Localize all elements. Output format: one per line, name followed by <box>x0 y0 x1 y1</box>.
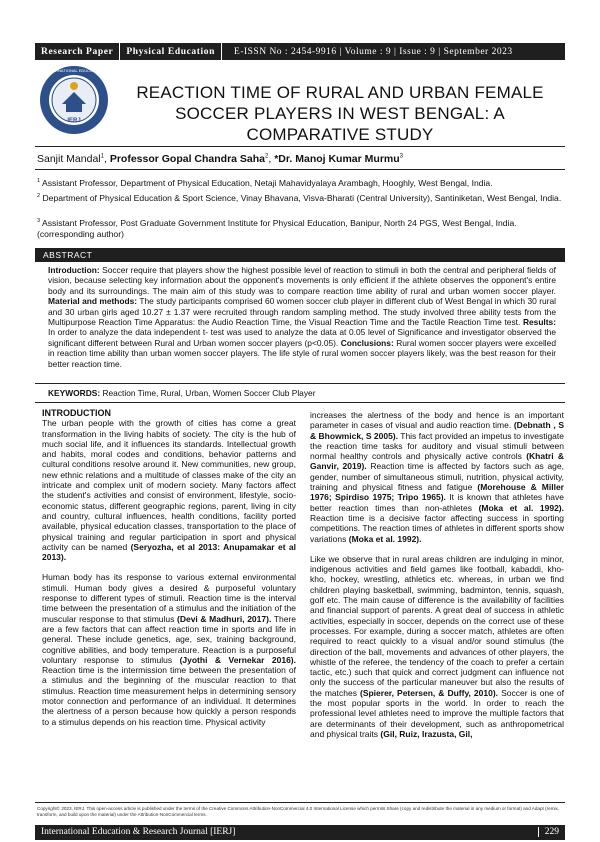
paragraph-text: Reaction time is the intermission time between the presentation of a stimulus and the beginning of the muscular reaction to that stimulus. Reaction time measurement helps in determining sensory motor connection and performance of an individual. It determines the alertness of a person because how quickly a person responds to a stimulus depends on his reaction time. Physical activity <box>42 665 296 727</box>
paragraph-text: Human body has its response to various external environmental stimuli. Human body gives a desired & purposeful voluntary response to different types of stimuli. Reaction time is the interval time between the presentation of a stimulus and the initiation of the muscular response to that stimulus <box>42 572 296 624</box>
paragraph <box>310 554 564 739</box>
author-name: Sanjit Mandal <box>37 153 101 165</box>
affiliation-text: Department of Physical Education & Sport Science, Vinay Bhavana, Visva-Bharati (Central University), Santiniketan, West Bengal, India. <box>42 192 562 203</box>
introduction-heading: INTRODUCTION <box>42 408 111 418</box>
header-divider <box>221 43 222 60</box>
paragraph-text: Reaction time is a decisive factor affecting success in sporting competitions. The reaction times of athletes in different sports show variations <box>310 512 564 544</box>
citation: (Devi & Madhuri, 2017). <box>177 613 272 624</box>
paragraph-text: It is known that athletes have better reaction times than non-athletes <box>310 492 564 513</box>
paragraph-text: increases the alertness of the body and hence is an important parameter in cases of visual and audio reaction time. <box>310 410 564 431</box>
paragraph <box>42 418 296 562</box>
author-sup: 1 <box>100 153 104 160</box>
subject-label: Physical Education <box>126 46 216 57</box>
svg-text:INTERNATIONAL EDUCATION: INTERNATIONAL EDUCATION <box>46 68 102 73</box>
abstract-rule <box>35 383 565 384</box>
journal-type: Research Paper <box>41 46 114 57</box>
paragraph-text: The urban people with the growth of cities has come a great transformation in the living habits of society. The city is the hub of much social life, and it influences its standards. Intellectual growth and habits, moral codes and conditions, behavior patterns and cultural conditions resolve around it. New communities, new group, new ethnic relations and a multitude of classes make of the city an intricate and complex unit of modern society. Many factors affect the student's activities and consist of environment, lifestyle, socio-economic status, different geographic regions, parent, living in city and country, cultural influences, health conditions, facility ported available, physical education classes, transportation to the place of physical training and regular participation in sport and physical activity can be named <box>42 418 296 552</box>
header-divider <box>119 43 120 60</box>
author-name: Professor Gopal Chandra Saha <box>109 153 266 165</box>
keywords <box>48 388 556 398</box>
citation: (Khatri & Ganvir, 2019). <box>310 451 565 472</box>
citation: (Moka et al. 1992). <box>348 533 422 544</box>
affiliation-2 <box>37 191 563 204</box>
citation: (Jyothi & Vernekar 2016). <box>179 654 296 665</box>
page-number: 229 <box>538 827 559 837</box>
abstract-heading: ABSTRACT <box>43 250 93 260</box>
affiliation-1 <box>37 176 563 189</box>
abstract-methods-text: The study participants comprised 60 women soccer club player in different club of West Bengal in which 30 rural and 30 urban girls aged 10.27 ± 1.37 were recruited through random sampling method. The study involved three ability tests from the Multipurpose Reaction Time Apparatus: the Audio Reaction Time, the Visual Reaction Time and the Tactile Reaction Time test. <box>48 296 556 328</box>
keywords-label: KEYWORDS: <box>48 388 101 398</box>
right-column <box>310 410 564 749</box>
author-sup: 3 <box>399 153 403 160</box>
affiliation-3 <box>37 216 563 240</box>
paragraph <box>310 410 564 544</box>
journal-name: International Education & Research Journal [IERJ] <box>41 827 236 837</box>
abstract-intro-text: Soccer require that players show the highest possible level of reaction to stimuli in both the central and peripheral fields of vision, because selecting key information about the opponent's movements is only efficient if the athlete observes the opponent's entire body and its surroundings. The main aim of this study was to compare reaction time ability of rural and urban women soccer player. <box>48 265 556 296</box>
left-column <box>42 408 296 737</box>
author-sup: 2 <box>265 153 269 160</box>
issue-meta: E-ISSN No : 2454-9916 | Volume : 9 | Issue : 9 | September 2023 <box>234 46 513 57</box>
affiliation-sup: 2 <box>37 193 41 199</box>
svg-text:IERJ: IERJ <box>67 118 81 124</box>
abstract-body <box>48 265 556 369</box>
abstract-intro-label: Introduction: <box>48 265 100 275</box>
keywords-text: Reaction Time, Rural, Urban, Women Soccer Club Player <box>100 388 316 398</box>
citation: (Gil, Ruiz, Irazusta, Gil, <box>380 728 473 739</box>
footer-rule <box>35 802 565 803</box>
citation: (Moka et al. 1992). <box>478 502 564 513</box>
paper-title: REACTION TIME OF RURAL AND URBAN FEMALE SOCCER PLAYERS IN WEST BENGAL: A COMPARATIVE STUDY <box>136 83 544 144</box>
title-rule <box>35 146 565 147</box>
citation: (Spierer, Petersen, & Duffy, 2010). <box>359 687 499 698</box>
paragraph-text: This fact provided an impetus to investigate the reaction time tasks for auditory and visual stimuli between normal healthy controls and physically active controls <box>310 430 564 462</box>
abstract-results-label: Results: <box>522 317 556 328</box>
author-rule <box>35 169 565 170</box>
paragraph-text: Reaction time is affected by factors such as age, gender, number of simultaneous stimuli, nutrition, physical activity, training and physical fitness and fatigue <box>310 461 564 493</box>
affiliation-sup: 1 <box>37 178 41 184</box>
citation: (Morehouse & Miller 1976; Spirdiso 1975; Tripo 1965). <box>310 482 564 503</box>
keywords-rule <box>35 402 565 403</box>
footer-band <box>35 825 565 840</box>
paragraph-text: There are a few factors that can affect reaction time in sports and life in general. These include genetics, age, sex, training background, cognitive abilities, and body temperature. Reaction is a purposeful voluntary response to stimulus <box>42 613 296 665</box>
paragraph-text: Like we observe that in rural areas children are indulging in minor, indigenous activities and field games like football, kabaddi, kho-kho, hockey, wrestling, athletics etc. whereas, in urban we find children playing basketball, swimming, badminton, tennis, squash, golf etc. The main cause of difference is the availability of facilities and financial support of parents. A great deal of success in athletic activities, especially in soccer, depends on the correct use of these processes. For example, during a soccer match, athletes are often required to react quickly to a visual and/or sound stimulus (the direction of the ball, movements and advances of other players, the whistle of the referee, the tendency of the coach to prefer a certain tactic, etc.) such that quick and correct judgment can influence not only the success of the particular maneuver but also the results of the matches <box>310 553 564 698</box>
abstract-conclusions-label: Conclusions: <box>340 337 394 348</box>
abstract-results-text: In order to analyze the data independent t- test was used to analyze the data at 0.05 level of Significance and investigator observed the significant different between Rural and Urban women soccer players (p<0.05). <box>48 327 556 348</box>
author-name: *Dr. Manoj Kumar Murmu <box>274 153 400 165</box>
abstract-methods-label: Material and methods: <box>48 296 138 307</box>
copyright-notice: Copyright© 2023, IERJ. This open-access article is published under the terms of the Creative Commons Attribution-NonCommercial 4.0 International License which permits Share (copy and redistribute the material in any medium or format) and Adapt (remix, transform, and build upon the material) under the Attribution-NonCommercial terms. <box>37 806 560 817</box>
author-line: Sanjit Mandal$^1$, Professor Gopal Chandra Saha$^2$, *Dr. Manoj Kumar Murmu$^3$ <box>37 153 403 165</box>
paragraph <box>42 572 296 726</box>
journal-header-band <box>35 43 565 60</box>
affiliation-sup: 3 <box>37 218 41 224</box>
abstract-heading-bar <box>35 248 565 262</box>
affiliation-text: Assistant Professor, Department of Physical Education, Netaji Mahavidyalaya Arambagh, Hooghly, West Bengal, India. <box>41 177 493 188</box>
citation: (Seryozha, et al 2013: Anupamakar et al 2013). <box>42 541 296 563</box>
citation: (Debnath , S & Bhowmick, S 2005). <box>310 420 564 441</box>
affiliation-text: Assistant Professor, Post Graduate Government Institute for Physical Education, Banipur, North 24 PGS, West Bengal, India. (corresponding author) <box>37 217 517 239</box>
abstract-conclusions-text: Rural women soccer players were excelled in reaction time ability than urban women soccer players. The life style of rural women soccer players likely, was the best reason for their better reaction time. <box>48 337 556 369</box>
journal-logo-icon <box>38 64 110 136</box>
paragraph-text: Soccer is one of the most popular sports in the world. In order to reach the professional level athletes need to improve the multiple factors that are determinants of their development, such as anthropometrical and physical traits <box>310 687 564 739</box>
